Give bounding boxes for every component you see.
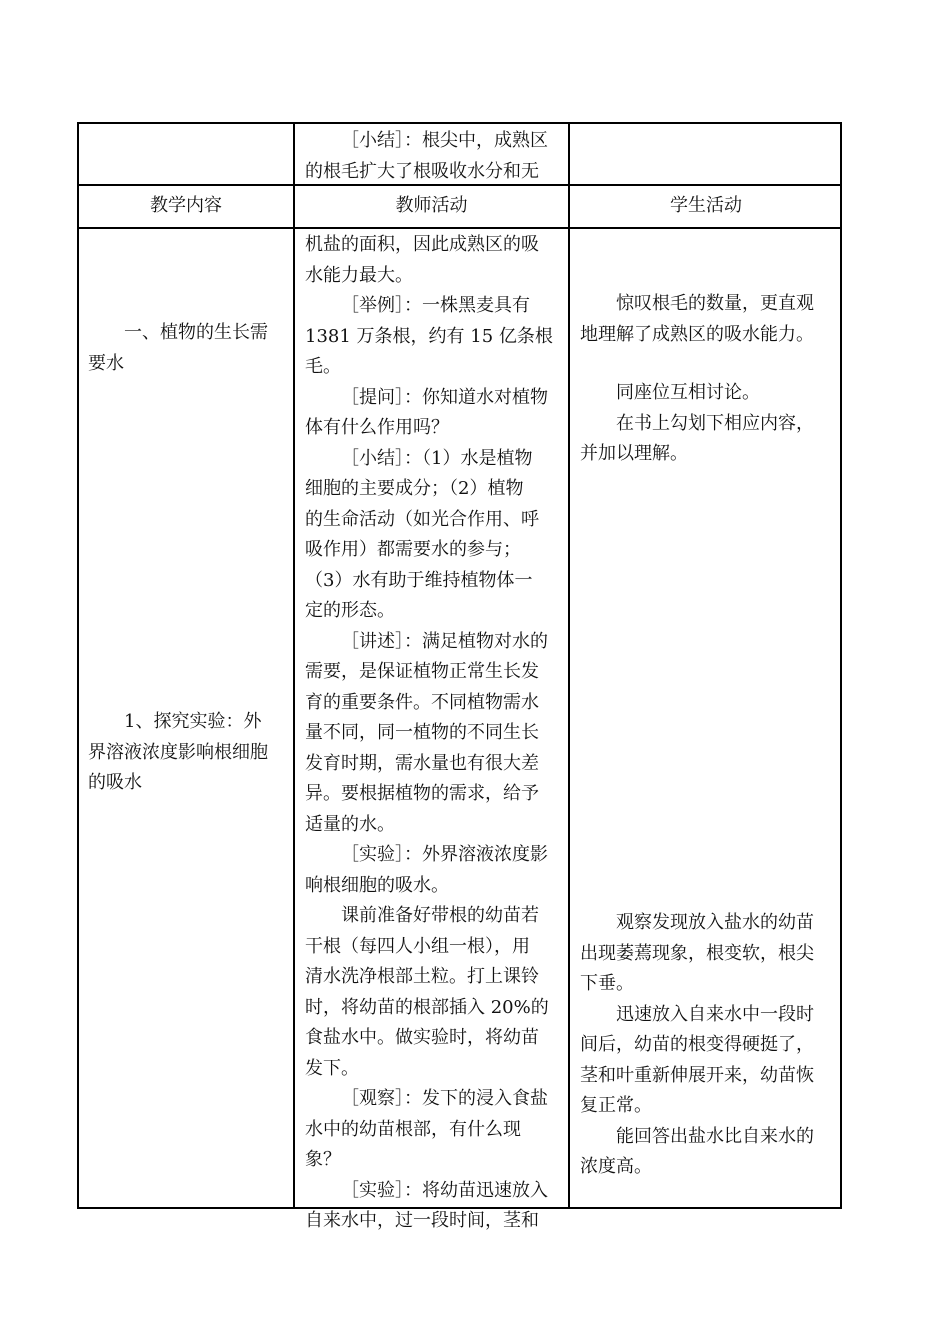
text-line: 茎和叶重新伸展开来，幼苗恢 <box>580 1064 814 1086</box>
text-line: 体有什么作用吗？ <box>305 417 449 438</box>
student-activity-block-3 <box>580 908 837 1183</box>
text-line: 浓度高。 <box>580 1156 652 1177</box>
text-line: 迅速放入自来水中一段时 <box>616 1003 814 1025</box>
text-line: ［实验］：将幼苗迅速放入 <box>341 1179 548 1201</box>
text-line: 适量的水。 <box>305 813 395 835</box>
text-line: 象？ <box>305 1149 341 1170</box>
text-line: 并加以理解。 <box>580 443 688 464</box>
student-activity-block-1 <box>580 289 837 350</box>
text-line: 机盐的面积，因此成熟区的吸 <box>305 234 539 255</box>
text-line: 水中的幼苗根部，有什么现 <box>305 1118 521 1140</box>
text-line: ［观察］：发下的浸入食盐 <box>341 1088 548 1109</box>
text-line: 地理解了成熟区的吸水能力。 <box>580 323 814 345</box>
text-line: 同座位互相讨论。 <box>616 382 760 403</box>
text-line: 出现萎蔫现象，根变软，根尖 <box>580 942 814 964</box>
text-line: 时，将幼苗的根部插入 20%的 <box>305 996 549 1018</box>
text-line: ［小结］：（1）水是植物 <box>341 447 533 469</box>
text-line: 能回答出盐水比自来水的 <box>616 1125 814 1147</box>
text-line: 量不同，同一植物的不同生长 <box>305 722 539 743</box>
text-line: ［实验］：外界溶液浓度影 <box>341 844 548 865</box>
text-line: 需要，是保证植物正常生长发 <box>305 661 539 682</box>
header-student-activity: 学生活动 <box>670 195 742 216</box>
text-line: （3）水有助于维持植物体一 <box>305 569 533 591</box>
text-line: 下垂。 <box>580 973 634 994</box>
header-teaching-content: 教学内容 <box>150 195 222 216</box>
text-line: 水能力最大。 <box>305 264 413 286</box>
text-line: 细胞的主要成分；（2）植物 <box>305 478 524 499</box>
text-line: 定的形态。 <box>305 600 395 621</box>
text-line: 在书上勾划下相应内容， <box>616 412 814 434</box>
text-line: 毛。 <box>305 356 341 377</box>
column-divider-1 <box>293 124 295 1207</box>
text-line: 发下。 <box>305 1057 359 1079</box>
text-line: ［讲述］：满足植物对水的 <box>341 630 548 652</box>
top-row-teacher-cell <box>305 126 563 187</box>
text-line: 干根（每四人小组一根），用 <box>305 935 530 957</box>
text-line: ［举例］：一株黑麦具有 <box>341 295 530 316</box>
text-line: 的生命活动（如光合作用、呼 <box>305 508 539 530</box>
lesson-table <box>77 122 842 1231</box>
student-activity-block-2 <box>580 378 837 470</box>
text-line: 响根细胞的吸水。 <box>305 874 449 896</box>
text-line: 食盐水中。做实验时，将幼苗 <box>305 1027 539 1048</box>
text-line: 吸作用）都需要水的参与； <box>305 539 521 560</box>
text-line: 育的重要条件。不同植物需水 <box>305 691 539 713</box>
text-line: 的吸水 <box>88 772 142 793</box>
text-line: ［提问］：你知道水对植物 <box>341 386 548 408</box>
text-line: 异。要根据植物的需求，给予 <box>305 783 539 804</box>
text-line: 发育时期，需水量也有很大差 <box>305 752 539 774</box>
text-line: 自来水中，过一段时间，茎和 <box>305 1210 539 1231</box>
content-item-1 <box>88 318 288 379</box>
text-line: 课前准备好带根的幼苗若 <box>341 905 539 926</box>
column-divider-2 <box>568 124 570 1207</box>
text-line: 的根毛扩大了根吸收水分和无 <box>305 160 539 182</box>
text-line: ［小结］：根尖中，成熟区 <box>341 130 548 151</box>
text-line: 观察发现放入盐水的幼苗 <box>616 912 814 933</box>
row-divider-2 <box>79 227 840 229</box>
text-line: 要水 <box>88 352 124 374</box>
text-line: 惊叹根毛的数量，更直观 <box>616 293 814 314</box>
text-line: 1381 万条根，约有 15 亿条根 <box>305 325 553 347</box>
content-item-2 <box>88 707 288 799</box>
text-line: 清水洗净根部土粒。打上课铃 <box>305 966 539 987</box>
text-line: 一、植物的生长需 <box>124 322 268 343</box>
text-line: 界溶液浓度影响根细胞 <box>88 741 268 763</box>
text-line: 1、探究实验：外 <box>124 711 262 732</box>
teacher-activity-cell <box>305 230 563 1237</box>
header-teacher-activity: 教师活动 <box>395 195 468 216</box>
text-line: 间后，幼苗的根变得硬挺了， <box>580 1034 814 1055</box>
text-line: 复正常。 <box>580 1095 652 1116</box>
